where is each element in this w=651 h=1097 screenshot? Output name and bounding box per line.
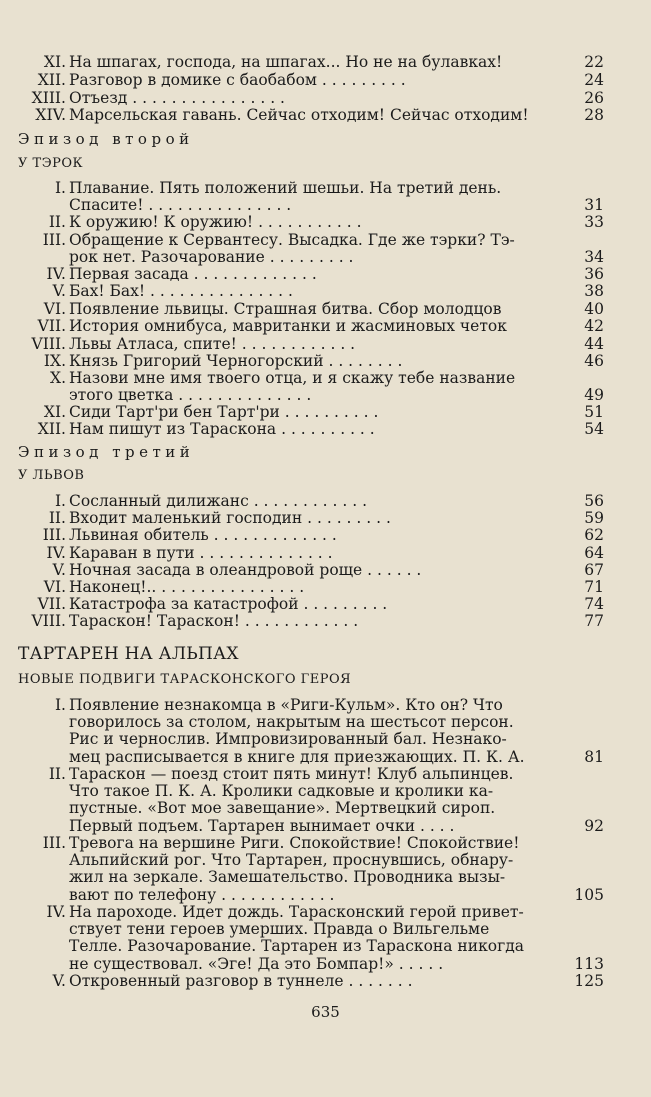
chapter-title: Назови мне имя твоего отца, и я скажу тебе название — [69, 370, 516, 387]
page-number: 26 — [584, 89, 604, 107]
chapter-number: II. — [48, 765, 66, 783]
page-number: 113 — [574, 954, 604, 973]
page-number: 125 — [574, 972, 604, 990]
page-number: 64 — [584, 544, 604, 562]
page-number: 67 — [584, 561, 604, 579]
chapter-title: Первый подъем. Тартарен вынимает очки . . . . — [69, 817, 455, 835]
page-number: 42 — [584, 317, 604, 335]
chapter-title: Появление львицы. Страшная битва. Сбор молодцов — [69, 301, 502, 318]
chapter-title: Обращение к Сервантесу. Высадка. Где же тэрки? Тэ- — [69, 232, 515, 249]
page-number: 44 — [584, 335, 604, 353]
page-number: 77 — [584, 612, 604, 630]
page-number: 46 — [584, 352, 604, 370]
page-number: 40 — [584, 300, 604, 318]
page-number: 59 — [584, 509, 604, 527]
page-number: 28 — [584, 106, 604, 124]
episode-heading: Эпизод второй — [18, 130, 194, 148]
section-heading: У ЛЬВОВ — [18, 468, 85, 483]
chapter-number: III. — [42, 231, 66, 249]
chapter-title: Львиная обитель . . . . . . . . . . . . . — [69, 527, 337, 544]
chapter-title: Спасите! . . . . . . . . . . . . . . . — [69, 197, 292, 215]
page-number: 36 — [584, 265, 604, 283]
chapter-title: Тараскон! Тараскон! . . . . . . . . . . . . — [69, 613, 359, 630]
chapter-title: Плавание. Пять положений шешьи. На третий день. — [69, 180, 502, 197]
page-number: 49 — [584, 386, 604, 405]
chapter-title: Отъезд . . . . . . . . . . . . . . . . — [69, 90, 285, 107]
chapter-number: XII. — [37, 71, 66, 89]
chapter-number: VII. — [37, 317, 66, 335]
chapter-title: жил на зеркале. Замешательство. Проводника вызы- — [69, 869, 506, 887]
section-heading: У ТЭРОК — [18, 156, 84, 171]
chapter-title: Альпийский рог. Что Тартарен, проснувшись, обнару- — [69, 852, 514, 870]
page-number: 92 — [584, 816, 604, 835]
chapter-number: XIV. — [35, 106, 66, 124]
page-number: 62 — [584, 526, 604, 544]
chapter-number: XIII. — [31, 89, 66, 107]
chapter-title: Появление незнакомца в «Риги-Кульм». Кто он? Что — [69, 697, 503, 714]
chapter-number: III. — [42, 834, 66, 852]
chapter-number: XI. — [43, 403, 66, 421]
chapter-number: I. — [54, 696, 66, 714]
chapter-title: Входит маленький господин . . . . . . . . . — [69, 510, 391, 527]
chapter-title: Тревога на вершине Риги. Спокойствие! Спокойствие! — [69, 835, 520, 852]
chapter-title: Марсельская гавань. Сейчас отходим! Сейчас отходим! — [69, 107, 529, 124]
chapter-title: Бах! Бах! . . . . . . . . . . . . . . . — [69, 283, 293, 300]
chapter-title: этого цветка . . . . . . . . . . . . . . — [69, 387, 312, 405]
chapter-title: Разговор в домике с баобабом . . . . . . . . . — [69, 72, 406, 89]
chapter-title: не существовал. «Эге! Да это Бомпар!» . . . . . — [69, 955, 444, 973]
chapter-number: XI. — [43, 53, 66, 71]
chapter-title: Катастрофа за катастрофой . . . . . . . . . — [69, 596, 388, 613]
page-number: 34 — [584, 248, 604, 267]
chapter-number: III. — [42, 526, 66, 544]
episode-heading: Эпизод третий — [18, 443, 195, 461]
chapter-title: Тараскон — поезд стоит пять минут! Клуб альпинцев. — [69, 766, 514, 783]
page-number: 51 — [584, 403, 604, 421]
page-number: 81 — [584, 747, 604, 766]
chapter-title: Сиди Тарт'ри бен Тарт'ри . . . . . . . . . . — [69, 404, 379, 421]
chapter-number: VIII. — [31, 335, 66, 353]
chapter-number: II. — [48, 509, 66, 527]
folio-page-number: 635 — [311, 1003, 340, 1021]
chapter-title: Ночная засада в олеандровой роще . . . . . . — [69, 562, 422, 579]
chapter-title: Караван в пути . . . . . . . . . . . . . . — [69, 545, 333, 562]
chapter-title: ствует тени героев умерших. Правда о Вильгельме — [69, 921, 490, 939]
page-number: 38 — [584, 282, 604, 300]
chapter-title: вают по телефону . . . . . . . . . . . . — [69, 886, 335, 904]
chapter-title: На шпагах, господа, на шпагах... Но не на булавках! — [69, 54, 503, 71]
page-number: 24 — [584, 71, 604, 89]
chapter-number: II. — [48, 213, 66, 231]
page-number: 71 — [584, 578, 604, 596]
chapter-number: I. — [54, 492, 66, 510]
page-number: 22 — [584, 53, 604, 71]
chapter-number: X. — [50, 369, 66, 387]
chapter-title: Первая засада . . . . . . . . . . . . . — [69, 266, 317, 283]
chapter-number: VI. — [43, 300, 66, 318]
page-number: 56 — [584, 492, 604, 510]
chapter-number: V. — [52, 561, 66, 579]
chapter-number: VII. — [37, 595, 66, 613]
page-number: 54 — [584, 420, 604, 438]
chapter-number: V. — [52, 972, 66, 990]
page-number: 31 — [584, 196, 604, 215]
chapter-number: XII. — [37, 420, 66, 438]
chapter-title: пустные. «Вот мое завещание». Мертвецкий сироп. — [69, 800, 496, 818]
page-number: 74 — [584, 595, 604, 613]
chapter-number: IV. — [46, 265, 66, 283]
chapter-number: IX. — [43, 352, 66, 370]
chapter-number: V. — [52, 282, 66, 300]
chapter-title: рок нет. Разочарование . . . . . . . . . — [69, 249, 354, 267]
chapter-title: говорилось за столом, накрытым на шестьсот персон. — [69, 714, 514, 732]
chapter-title: К оружию! К оружию! . . . . . . . . . . . — [69, 214, 362, 231]
chapter-number: IV. — [46, 903, 66, 921]
chapter-title: Рис и чернослив. Импровизированный бал. Незнако- — [69, 731, 507, 749]
chapter-title: История омнибуса, мавританки и жасминовых четок — [69, 318, 507, 335]
page-number: 33 — [584, 213, 604, 231]
chapter-title: мец расписывается в книге для приезжающих. П. К. А. — [69, 748, 525, 766]
chapter-title: Сосланный дилижанс . . . . . . . . . . . . — [69, 493, 368, 510]
chapter-number: IV. — [46, 544, 66, 562]
chapter-number: VIII. — [31, 612, 66, 630]
page-number: 105 — [574, 885, 604, 904]
section-heading: НОВЫЕ ПОДВИГИ ТАРАСКОНСКОГО ГЕРОЯ — [18, 672, 352, 687]
chapter-number: VI. — [43, 578, 66, 596]
chapter-number: I. — [54, 179, 66, 197]
chapter-title: Что такое П. К. А. Кролики садковые и кролики ка- — [69, 783, 494, 801]
chapter-title: Нам пишут из Тараскона . . . . . . . . . . — [69, 421, 375, 438]
chapter-title: Наконец!.. . . . . . . . . . . . . . . . — [69, 579, 305, 596]
chapter-title: На пароходе. Идет дождь. Тарасконский герой привет- — [69, 904, 524, 921]
chapter-title: Телле. Разочарование. Тартарен из Тараскона никогда — [69, 938, 524, 956]
part-heading: ТАРТАРЕН НА АЛЬПАХ — [18, 644, 239, 664]
chapter-title: Откровенный разговор в туннеле . . . . . . . — [69, 973, 413, 990]
chapter-title: Львы Атласа, спите! . . . . . . . . . . . . — [69, 336, 356, 353]
chapter-title: Князь Григорий Черногорский . . . . . . . . — [69, 353, 403, 370]
